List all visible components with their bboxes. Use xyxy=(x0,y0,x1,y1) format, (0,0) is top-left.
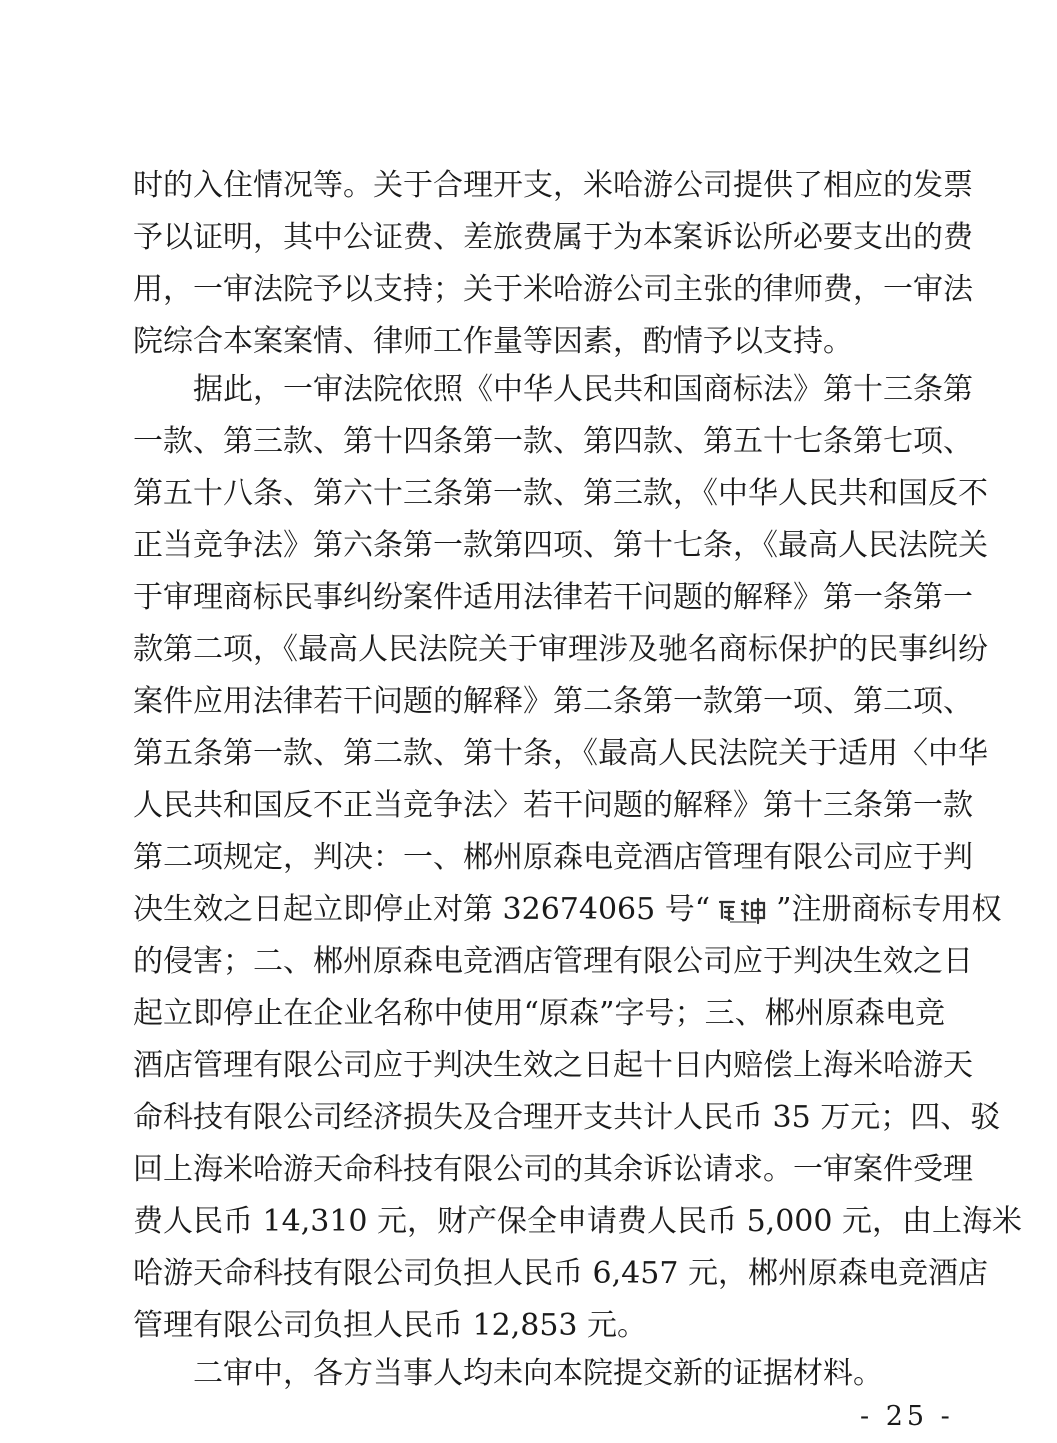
paragraph-line: 人民共和国反不正当竞争法〉若干问题的解释》第十三条第一款 xyxy=(133,788,973,823)
paragraph-line: 起立即停止在企业名称中使用“原森”字号；三、郴州原森电竞 xyxy=(133,996,945,1031)
paragraph-line: 时的入住情况等。关于合理开支，米哈游公司提供了相应的发票 xyxy=(133,168,973,203)
paragraph-line: 一款、第三款、第十四条第一款、第四款、第五十七条第七项、 xyxy=(133,424,973,459)
paragraph-line: 管理有限公司负担人民币 12,853 元。 xyxy=(133,1308,648,1343)
paragraph-line: 哈游天命科技有限公司负担人民币 6,457 元，郴州原森电竞酒店 xyxy=(133,1256,988,1291)
paragraph-line: 予以证明，其中公证费、差旅费属于为本案诉讼所必要支出的费 xyxy=(133,220,973,255)
paragraph-line: 酒店管理有限公司应于判决生效之日起十日内赔偿上海米哈游天 xyxy=(133,1048,973,1083)
trademark-logo-image xyxy=(712,896,774,926)
paragraph-line: 院综合本案案情、律师工作量等因素，酌情予以支持。 xyxy=(133,324,853,359)
paragraph-line: 案件应用法律若干问题的解释》第二条第一款第一项、第二项、 xyxy=(133,684,973,719)
page-number: - 25 - xyxy=(860,1401,954,1432)
paragraph-line: 于审理商标民事纠纷案件适用法律若干问题的解释》第一条第一 xyxy=(133,580,973,615)
paragraph-line: 款第二项，《最高人民法院关于审理涉及驰名商标保护的民事纠纷 xyxy=(133,632,988,667)
paragraph-line: 据此，一审法院依照《中华人民共和国商标法》第十三条第 xyxy=(193,372,973,407)
paragraph-line: 命科技有限公司经济损失及合理开支共计人民币 35 万元；四、驳 xyxy=(133,1100,1001,1135)
paragraph-line: 第二项规定，判决：一、郴州原森电竞酒店管理有限公司应于判 xyxy=(133,840,973,875)
paragraph-line: 正当竞争法》第六条第一款第四项、第十七条，《最高人民法院关 xyxy=(133,528,988,563)
paragraph-line: 费人民币 14,310 元，财产保全申请费人民币 5,000 元，由上海米 xyxy=(133,1204,1022,1239)
paragraph-line: 回上海米哈游天命科技有限公司的其余诉讼请求。一审案件受理 xyxy=(133,1152,973,1187)
paragraph-line: 用，一审法院予以支持；关于米哈游公司主张的律师费，一审法 xyxy=(133,272,973,307)
trademark-line-after: ”注册商标专用权 xyxy=(776,892,1002,927)
paragraph-line: 二审中，各方当事人均未向本院提交新的证据材料。 xyxy=(193,1356,883,1391)
trademark-paragraph-line xyxy=(133,884,1002,936)
paragraph-line: 第五十八条、第六十三条第一款、第三款，《中华人民共和国反不 xyxy=(133,476,988,511)
trademark-line-before: 决生效之日起立即停止对第 32674065 号“ xyxy=(133,892,711,927)
paragraph-line: 的侵害；二、郴州原森电竞酒店管理有限公司应于判决生效之日 xyxy=(133,944,973,979)
paragraph-line: 第五条第一款、第二款、第十条，《最高人民法院关于适用〈中华 xyxy=(133,736,988,771)
